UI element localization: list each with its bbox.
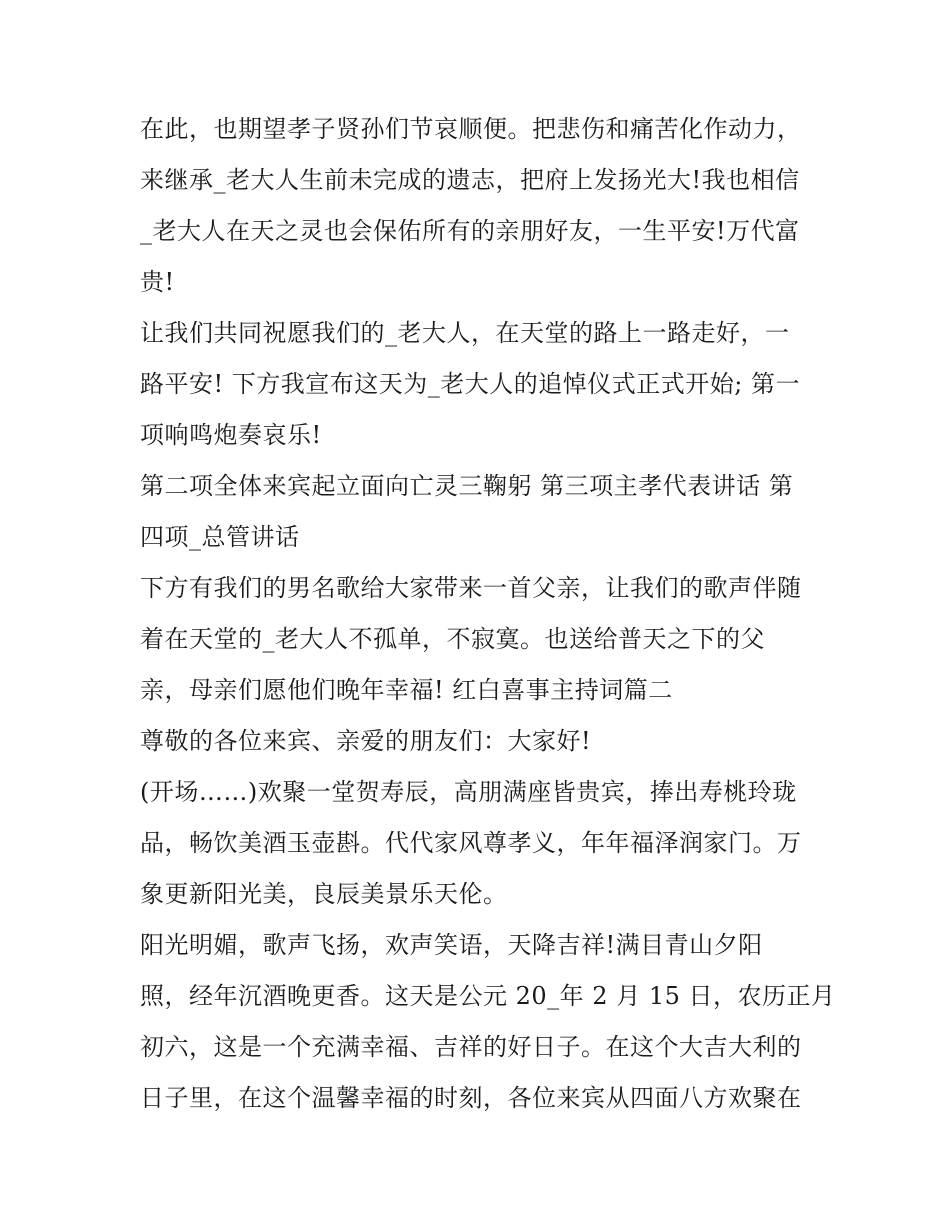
text-line: 照，经年沉酒晚更香。这天是公元 20_年 2 月 15 日，农历正月: [140, 982, 836, 1010]
text-line: 亲，母亲们愿他们晚年幸福! 红白喜事主持词篇二: [140, 676, 673, 704]
text-line: 初六，这是一个充满幸福、吉祥的好日子。在这个大吉大利的: [140, 1033, 802, 1061]
text-line: 贵!: [140, 268, 175, 296]
document-body: [140, 108, 836, 1128]
text-line: 路平安! 下方我宣布这天为_老大人的追悼仪式正式开始; 第一: [140, 370, 800, 398]
text-line: 项响鸣炮奏哀乐!: [140, 421, 322, 449]
text-line: 象更新阳光美，良辰美景乐天伦。: [140, 880, 508, 908]
text-line: 第二项全体来宾起立面向亡灵三鞠躬 第三项主孝代表讲话 第: [140, 472, 794, 500]
text-line: 下方有我们的男名歌给大家带来一首父亲，让我们的歌声伴随: [140, 574, 802, 602]
text-line: _老大人在天之灵也会保佑所有的亲朋好友，一生平安!万代富: [140, 217, 800, 245]
text-line: 在此，也期望孝子贤孙们节哀顺便。把悲伤和痛苦化作动力，: [140, 115, 802, 143]
text-line: 尊敬的各位来宾、亲爱的朋友们：大家好!: [140, 727, 592, 755]
text-line: 阳光明媚，歌声飞扬，欢声笑语，天降吉祥!满目青山夕阳: [140, 931, 763, 959]
text-line: 来继承_老大人生前未完成的遗志，把府上发扬光大!我也相信: [140, 166, 800, 194]
text-line: 着在天堂的_老大人不孤单，不寂寞。也送给普天之下的父: [140, 625, 765, 653]
text-line: 让我们共同祝愿我们的_老大人，在天堂的路上一路走好，一: [140, 319, 790, 347]
text-line: 日子里，在这个温馨幸福的时刻，各位来宾从四面八方欢聚在: [140, 1084, 802, 1112]
text-line: 品，畅饮美酒玉壶斟。代代家风尊孝义，年年福泽润家门。万: [140, 829, 802, 857]
text-line: (开场……)欢聚一堂贺寿辰，高朋满座皆贵宾，捧出寿桃玲珑: [140, 778, 797, 806]
text-line: 四项_总管讲话: [140, 523, 300, 551]
